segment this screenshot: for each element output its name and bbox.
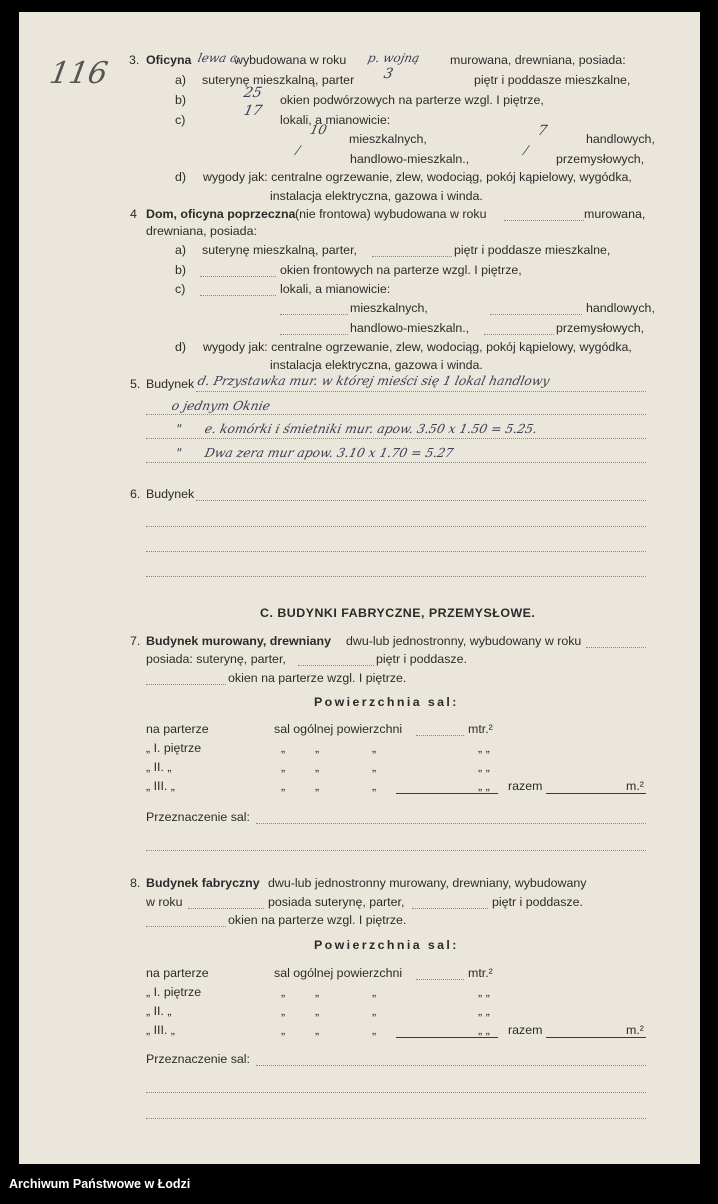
s8-przeznaczenie: Przeznaczenie sal: <box>146 1052 250 1066</box>
ditto-mark: „ „ <box>478 985 490 999</box>
sum-underline <box>546 1037 646 1038</box>
blank-line <box>146 526 646 527</box>
s3-title: Oficyna <box>146 53 192 67</box>
ditto-mark: „ <box>315 760 320 774</box>
hw-s3-year: p. wojną <box>366 51 421 65</box>
blank-line <box>280 334 348 335</box>
s7-row2-label: „ II. „ <box>146 760 172 774</box>
s3-c-text: lokali, a mianowicie: <box>280 113 391 127</box>
s7-row0-label: na parterze <box>146 722 209 736</box>
blank-line <box>146 576 646 577</box>
s7-przeznaczenie: Przeznaczenie sal: <box>146 810 250 824</box>
hw-s3-windows: 25 <box>242 85 264 101</box>
s7-row0-unit: mtr.² <box>468 722 493 736</box>
hw-s3-parter: 3 <box>382 66 395 82</box>
s7-powierzchnia-heading: Powierzchnia sal: <box>314 695 459 709</box>
ditto-mark: „ <box>315 1023 320 1037</box>
s8-m2: m.² <box>626 1023 644 1037</box>
section-c-heading: C. BUDYNKI FABRYCZNE, PRZEMYSŁOWE. <box>260 606 536 620</box>
ditto-mark: „ <box>372 760 377 774</box>
s8-razem: razem <box>508 1023 543 1037</box>
blank-line <box>256 823 646 824</box>
blank-line <box>146 551 646 552</box>
s7-razem: razem <box>508 779 543 793</box>
s7-line3: okien na parterze wzgl. I piętrze. <box>228 671 407 685</box>
blank-line <box>146 1092 646 1093</box>
s8-row0-unit: mtr.² <box>468 966 493 980</box>
s4-number: 4 <box>130 207 137 221</box>
s6-title: Budynek <box>146 487 195 501</box>
s3-line1: wybudowana w roku <box>234 53 347 67</box>
s7-row3-label: „ III. „ <box>146 779 175 793</box>
document-page <box>19 12 700 1164</box>
blank-line <box>416 979 464 980</box>
s8-row1-label: „ I. piętrze <box>146 985 202 999</box>
blank-line <box>188 908 264 909</box>
ditto-mark: „ <box>315 779 320 793</box>
s4-b-text: okien frontowych na parterze wzgl. I piętrze, <box>280 263 522 277</box>
ditto-mark: „ <box>372 1023 377 1037</box>
hw-s5-line3: e. komórki i śmietniki mur. apow. 3.50 x 1.50 = 5.25. <box>203 421 539 436</box>
s7-number: 7. <box>130 634 141 648</box>
blank-line <box>146 926 226 927</box>
s4-c-handlowych: handlowych, <box>586 301 655 315</box>
blank-line <box>484 334 554 335</box>
s4-a-text: suterynę mieszkalną, parter, <box>202 243 357 257</box>
s8-number: 8. <box>130 876 141 890</box>
blank-line <box>146 850 646 851</box>
s4-d-label: d) <box>175 340 187 354</box>
s3-d-text: wygody jak: centralne ogrzewanie, zlew, wodociąg, pokój kąpielowy, wygódka, <box>203 170 632 184</box>
s4-line2: drewniana, posiada: <box>146 224 257 238</box>
s8-title: Budynek fabryczny <box>146 876 260 890</box>
s4-d-text2: instalacja elektryczna, gazowa i winda. <box>270 358 483 372</box>
s3-a-text2: piętr i poddasze mieszkalne, <box>474 73 631 87</box>
ditto-mark: „ <box>372 741 377 755</box>
s7-title: Budynek murowany, drewniany <box>146 634 331 648</box>
s8-row0-label: na parterze <box>146 966 209 980</box>
blank-line <box>412 908 488 909</box>
blank-line <box>146 1118 646 1119</box>
s3-b-label: b) <box>175 93 187 107</box>
hw-s5-line2: o jednym Oknie <box>170 398 272 413</box>
s7-line1: dwu-lub jednostronny, wybudowany w roku <box>346 634 582 648</box>
s3-c-handlowo: handlowo-mieszkaln., <box>350 152 470 166</box>
s7-line2b: piętr i poddasze. <box>376 652 467 666</box>
blank-line <box>196 391 646 392</box>
ditto-mark: „ <box>281 760 286 774</box>
ditto-mark: „ <box>281 1023 286 1037</box>
s3-c-przemyslowych: przemysłowych, <box>556 152 645 166</box>
archive-footer-bar <box>0 1166 718 1204</box>
ditto-mark: „ <box>281 779 286 793</box>
s4-line1: (nie frontowa) wybudowana w roku <box>295 207 487 221</box>
blank-line <box>256 1065 646 1066</box>
sum-underline <box>396 1037 498 1038</box>
s8-powierzchnia-heading: Powierzchnia sal: <box>314 938 459 952</box>
ditto-mark: „ <box>372 985 377 999</box>
s3-number: 3. <box>129 53 140 67</box>
blank-line <box>146 684 226 685</box>
handwritten-page-number: 116 <box>46 56 111 91</box>
s5-number: 5. <box>130 377 141 391</box>
ditto-mark: „ <box>315 985 320 999</box>
ditto-mark: „ „ <box>478 1023 490 1037</box>
hw-s3-handlowo: / <box>294 143 302 157</box>
s3-a-text: suterynę mieszkalną, parter <box>202 73 355 87</box>
s7-line2: posiada: suterynę, parter, <box>146 652 286 666</box>
blank-line <box>200 295 276 296</box>
s7-row1-label: „ I. piętrze <box>146 741 202 755</box>
sum-underline <box>396 793 498 794</box>
ditto-mark: „ <box>372 1004 377 1018</box>
s7-row0-mid: sal ogólnej powierzchni <box>274 722 403 736</box>
s3-c-handlowych: handlowych, <box>586 132 655 146</box>
ditto-mark: „ <box>281 741 286 755</box>
s8-line3: okien na parterze wzgl. I piętrze. <box>228 913 407 927</box>
blank-line <box>146 462 646 463</box>
s8-row3-label: „ III. „ <box>146 1023 175 1037</box>
sum-underline <box>546 793 646 794</box>
hw-s3-mieszkalnych: 10 <box>308 123 329 138</box>
ditto-mark: „ „ <box>478 741 490 755</box>
hw-ditto: " <box>174 421 184 436</box>
ditto-mark: „ „ <box>478 1004 490 1018</box>
ditto-mark: „ <box>315 741 320 755</box>
blank-line <box>146 438 646 439</box>
s4-c-mieszkalnych: mieszkalnych, <box>350 301 428 315</box>
s7-m2: m.² <box>626 779 644 793</box>
s4-c-label: c) <box>175 282 186 296</box>
s8-line2c: piętr i poddasze. <box>492 895 583 909</box>
s4-b-label: b) <box>175 263 187 277</box>
s4-c-przemyslowych: przemysłowych, <box>556 321 645 335</box>
s3-line1b: murowana, drewniana, posiada: <box>450 53 626 67</box>
s8-line1: dwu-lub jednostronny murowany, drewniany, wybudowany <box>268 876 587 890</box>
hw-s3-handlowych: 7 <box>536 123 549 139</box>
s4-d-text: wygody jak: centralne ogrzewanie, zlew, wodociąg, pokój kąpielowy, wygódka, <box>203 340 632 354</box>
blank-line <box>196 500 646 501</box>
s4-a-label: a) <box>175 243 187 257</box>
s8-line2b: posiada suterynę, parter, <box>268 895 405 909</box>
hw-s3-lokali: 17 <box>242 103 264 119</box>
s3-c-mieszkalnych: mieszkalnych, <box>349 132 427 146</box>
blank-line <box>416 735 464 736</box>
blank-line <box>504 220 584 221</box>
s6-number: 6. <box>130 487 141 501</box>
hw-s5-line1: d. Przystawka mur. w której mieści się 1 lokal handlowy <box>196 373 552 388</box>
blank-line <box>586 647 646 648</box>
s4-a-text2: piętr i poddasze mieszkalne, <box>454 243 611 257</box>
s4-c-text: lokali, a mianowicie: <box>280 282 391 296</box>
blank-line <box>372 256 452 257</box>
ditto-mark: „ <box>315 1004 320 1018</box>
blank-line <box>200 276 276 277</box>
ditto-mark: „ <box>281 1004 286 1018</box>
hw-s5-line4: Dwa zera mur apow. 3.10 x 1.70 = 5.27 <box>203 445 455 460</box>
blank-line <box>146 414 646 415</box>
s3-c-label: c) <box>175 113 186 127</box>
s3-a-label: a) <box>175 73 187 87</box>
s4-c-handlowo: handlowo-mieszkaln., <box>350 321 470 335</box>
ditto-mark: „ „ <box>478 779 490 793</box>
s4-line1b: murowana, <box>584 207 646 221</box>
ditto-mark: „ <box>281 985 286 999</box>
s3-d-text2: instalacja elektryczna, gazowa i winda. <box>270 189 483 203</box>
s8-row0-mid: sal ogólnej powierzchni <box>274 966 403 980</box>
blank-line <box>490 314 582 315</box>
ditto-mark: „ <box>372 779 377 793</box>
hw-s3-name: lewa c. <box>196 51 243 65</box>
blank-line <box>280 314 348 315</box>
s3-d-label: d) <box>175 170 187 184</box>
s4-title: Dom, oficyna poprzeczna <box>146 207 296 221</box>
s3-b-text: okien podwórzowych na parterze wzgl. I piętrze, <box>280 93 544 107</box>
blank-line <box>298 665 374 666</box>
ditto-mark: „ „ <box>478 760 490 774</box>
hw-s3-przemyslowych: / <box>522 143 530 157</box>
archive-footer-label: Archiwum Państwowe w Łodzi <box>9 1177 191 1191</box>
s5-title: Budynek <box>146 377 195 391</box>
s8-line2a: w roku <box>146 895 183 909</box>
hw-ditto: " <box>174 445 184 460</box>
s8-row2-label: „ II. „ <box>146 1004 172 1018</box>
